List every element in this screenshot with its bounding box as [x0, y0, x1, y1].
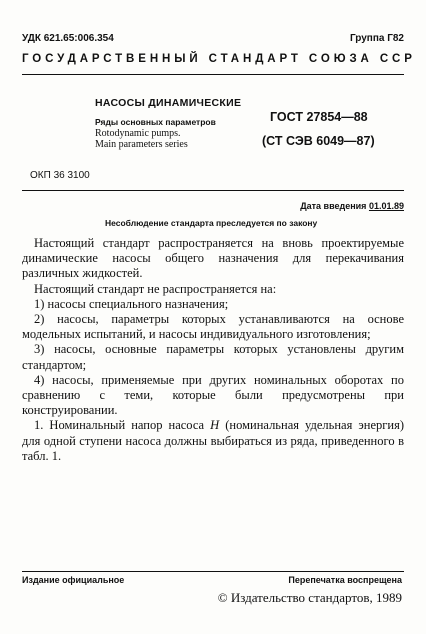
exclusion-item-1: 1) насосы специального назначения; [34, 296, 229, 311]
exclusions-intro: Настоящий стандарт не распространяется на: [34, 281, 277, 296]
official-edition: Издание официальное [22, 575, 125, 585]
title-ru-main: НАСОСЫ ДИНАМИЧЕСКИЕ [95, 97, 242, 109]
effective-date [300, 201, 404, 211]
header-rule [22, 74, 404, 75]
title-en-sub: Main parameters series [95, 139, 188, 150]
body-text [22, 236, 404, 464]
st-sev-number: (СТ СЭВ 6049—87) [262, 134, 375, 148]
title-en-main: Rotodynamic pumps. [95, 128, 181, 139]
gost-number: ГОСТ 27854—88 [270, 110, 368, 124]
group-code: Группа Г82 [349, 33, 404, 44]
udc-code: УДК 621.65:006.354 [22, 33, 114, 44]
effective-date-value: 01.01.89 [368, 201, 404, 211]
exclusion-item-2: 2) насосы, параметры которых устанавливаются на основе модельных испытаний, и насосы индивидуального изготовления; [22, 312, 404, 342]
okp-rule [22, 190, 404, 191]
clause-1 [22, 418, 404, 464]
head-symbol: H [210, 418, 220, 433]
copyright-line: © Издательство стандартов, 1989 [217, 590, 402, 605]
legal-warning: Несоблюдение стандарта преследуется по закону [105, 218, 318, 228]
scope-paragraph: Настоящий стандарт распространяется на вновь проектируемые динамические насосы общего назначения для перекачивания различных жидкостей. [22, 236, 404, 281]
exclusion-item-4: 4) насосы, применяемые при других номинальных оборотах по сравнению с теми, которые были предусмотрены при конструировании. [22, 372, 404, 418]
state-standard-banner: ГОСУДАРСТВЕННЫЙ СТАНДАРТ СОЮЗА ССР [22, 53, 416, 65]
footer-rule [22, 571, 404, 572]
title-ru-sub: Ряды основных параметров [95, 117, 216, 127]
clause-1-end: (номинальная удельная энергия) для одной ступени насоса должны выбираться из ряда, приведенного в табл. 1. [22, 418, 404, 463]
reprint-prohibited: Перепечатка воспрещена [288, 575, 402, 585]
effective-date-label: Дата введения [300, 201, 367, 211]
exclusion-item-3: 3) насосы, основные параметры которых установлены другим стандартом; [22, 342, 404, 372]
okp-code: ОКП 36 3100 [30, 170, 90, 181]
clause-1-start: 1. Номинальный напор насоса [34, 418, 211, 433]
